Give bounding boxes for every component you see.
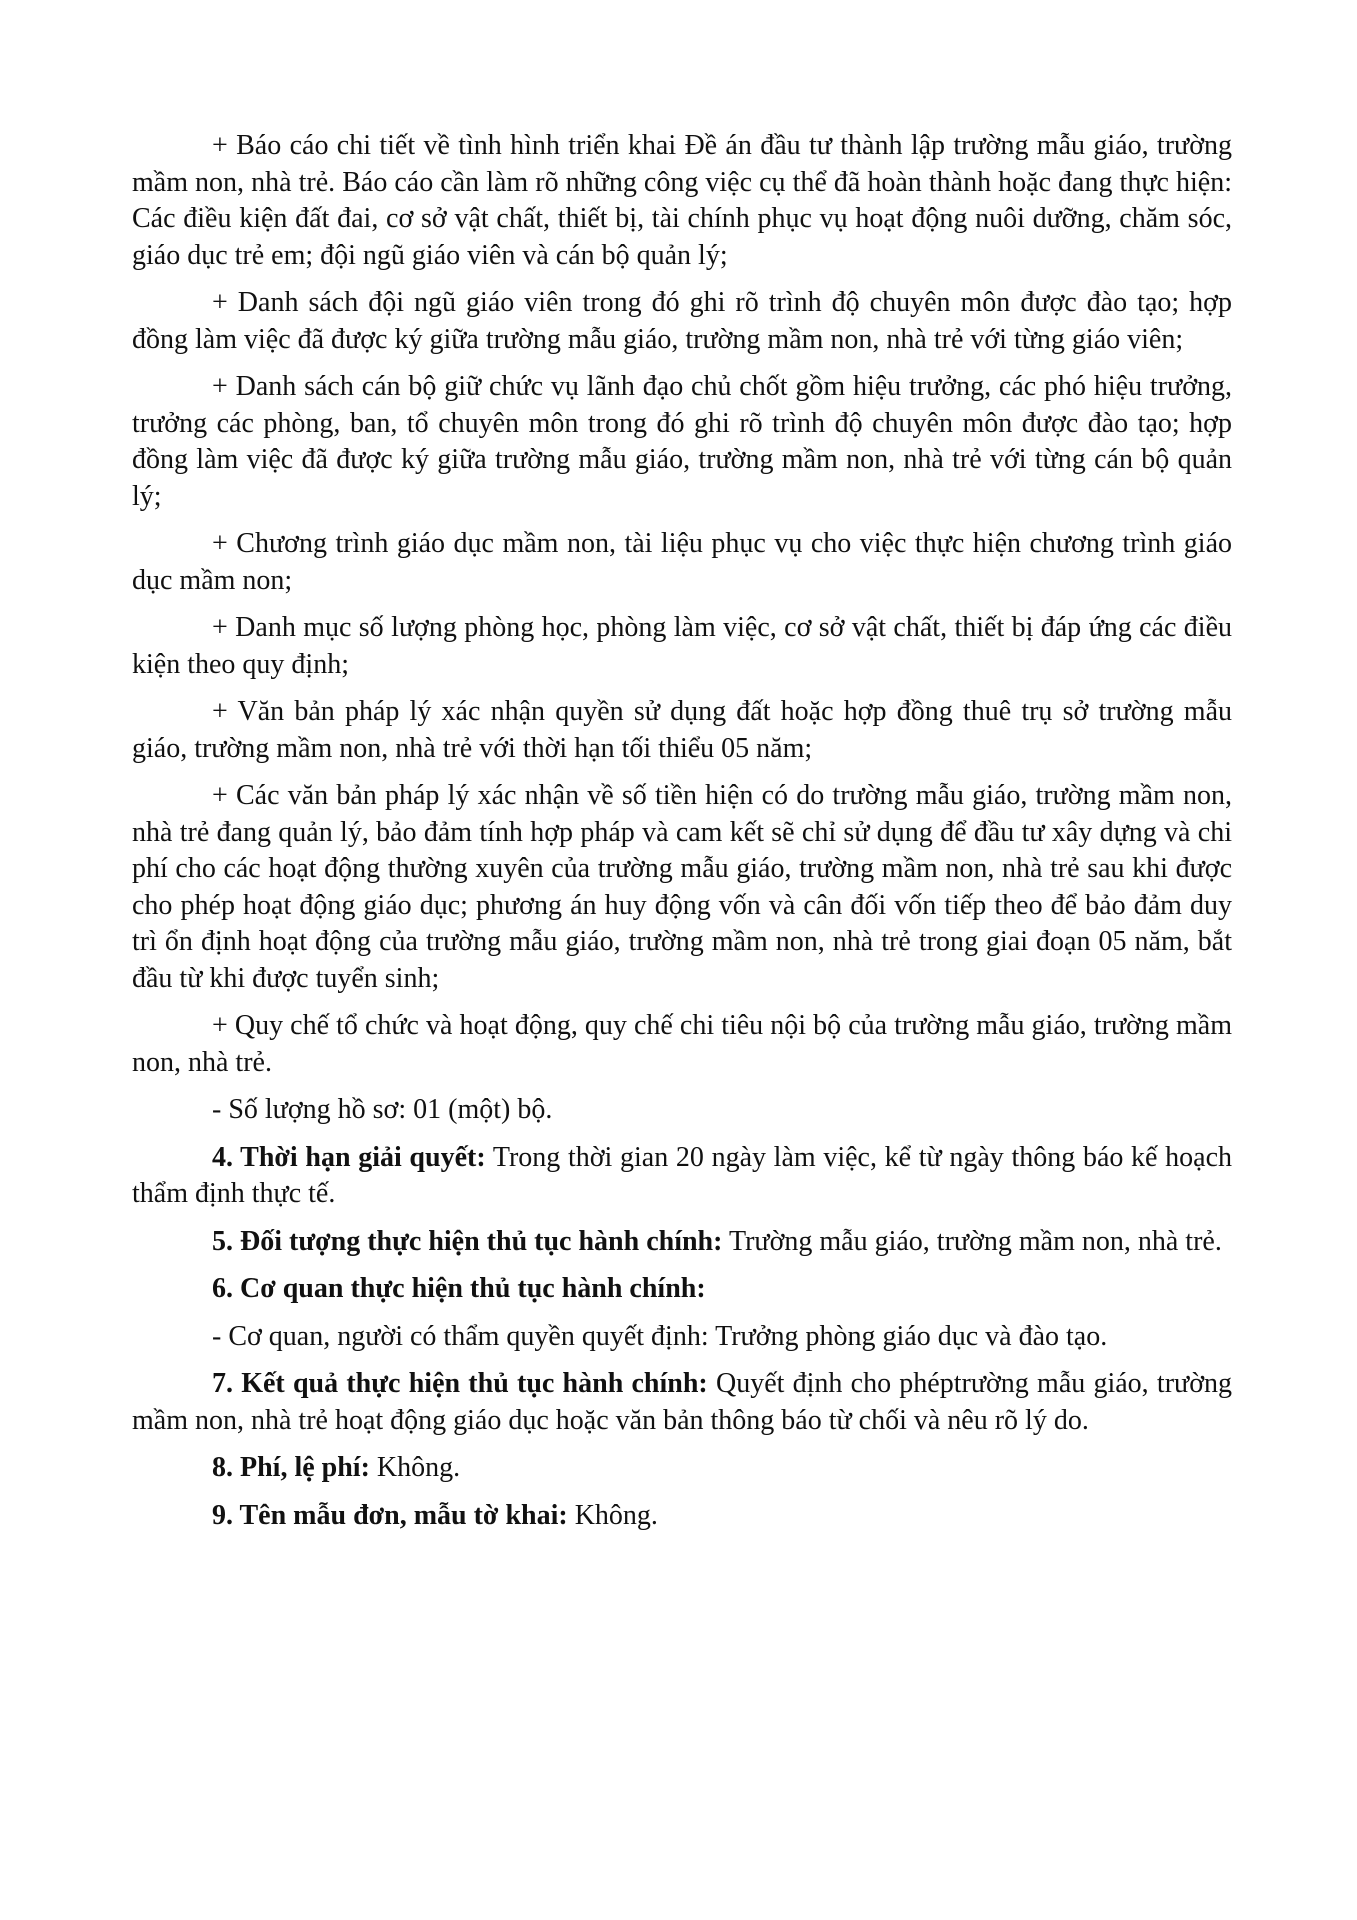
paragraph-text: + Danh sách đội ngũ giáo viên trong đó ghi rõ trình độ chuyên môn được đào tạo; hợp đồng làm việc đã được ký giữa trường mẫu giáo, trường mầm non, nhà trẻ với từng giáo viên; <box>132 287 1232 355</box>
section-heading: 9. Tên mẫu đơn, mẫu tờ khai: <box>212 1499 568 1531</box>
section-heading: 7. Kết quả thực hiện thủ tục hành chính: <box>212 1368 708 1399</box>
paragraph <box>132 526 1232 599</box>
section-9-forms <box>132 1498 1232 1535</box>
paragraph-text: - Số lượng hồ sơ: 01 (một) bộ. <box>212 1094 553 1125</box>
section-text: Không. <box>369 1452 461 1483</box>
paragraph-text: + Chương trình giáo dục mầm non, tài liệu phục vụ cho việc thực hiện chương trình giáo dục mầm non; <box>132 528 1232 596</box>
section-text: Trong thời gian 20 ngày làm việc, kể từ ngày thông báo kế hoạch thẩm định thực tế. <box>132 1141 1233 1209</box>
paragraph <box>132 778 1232 997</box>
section-heading: 4. Thời hạn giải quyết: <box>212 1141 486 1173</box>
paragraph-text: + Báo cáo chi tiết về tình hình triển khai Đề án đầu tư thành lập trường mẫu giáo, trường mầm non, nhà trẻ. Báo cáo cần làm rõ những công việc cụ thể đã hoàn thành hoặc đang thực hiện: Các điều kiện đất đai, cơ sở vật chất, thiết bị, tài chính phục vụ hoạt động nuôi dưỡng, chăm sóc, giáo dục trẻ em; đội ngũ giáo viên và cán bộ quản lý; <box>132 130 1232 271</box>
paragraph <box>132 1008 1232 1081</box>
section-heading: 6. Cơ quan thực hiện thủ tục hành chính: <box>212 1273 706 1304</box>
paragraph <box>132 128 1232 274</box>
section-8-fees <box>132 1450 1232 1487</box>
paragraph <box>132 369 1232 515</box>
section-6-agency <box>132 1271 1232 1308</box>
section-heading: 8. Phí, lệ phí: <box>212 1452 370 1483</box>
paragraph-text: + Các văn bản pháp lý xác nhận về số tiền hiện có do trường mẫu giáo, trường mầm non, nhà trẻ đang quản lý, bảo đảm tính hợp pháp và cam kết sẽ chỉ sử dụng để đầu tư xây dựng và chi phí cho các hoạt động thường xuyên của trường mẫu giáo, trường mầm non, nhà trẻ sau khi được cho phép hoạt động giáo dục; phương án huy động vốn và cân đối vốn tiếp theo để bảo đảm duy trì ổn định hoạt động của trường mẫu giáo, trường mầm non, nhà trẻ trong giai đoạn 05 năm, bắt đầu từ khi được tuyển sinh; <box>132 780 1232 994</box>
section-4-processing-time <box>132 1140 1232 1213</box>
paragraph <box>132 694 1232 767</box>
paragraph <box>132 610 1232 683</box>
section-text: Quyết định cho phéptrường mẫu giáo, trường mầm non, nhà trẻ hoạt động giáo dục hoặc văn bản thông báo từ chối và nêu rõ lý do. <box>132 1368 1232 1436</box>
section-7-result <box>132 1366 1232 1439</box>
paragraph <box>132 1319 1232 1356</box>
section-text: Trường mẫu giáo, trường mầm non, nhà trẻ. <box>722 1225 1222 1257</box>
paragraph-text: + Quy chế tổ chức và hoạt động, quy chế chi tiêu nội bộ của trường mẫu giáo, trường mầm non, nhà trẻ. <box>132 1010 1232 1078</box>
paragraph-text: + Danh mục số lượng phòng học, phòng làm việc, cơ sở vật chất, thiết bị đáp ứng các điều kiện theo quy định; <box>132 612 1232 680</box>
paragraph <box>132 1092 1232 1129</box>
section-heading: 5. Đối tượng thực hiện thủ tục hành chính: <box>212 1225 723 1257</box>
paragraph <box>132 285 1232 358</box>
paragraph-text: - Cơ quan, người có thẩm quyền quyết định: Trưởng phòng giáo dục và đào tạo. <box>212 1320 1108 1352</box>
paragraph-text: + Văn bản pháp lý xác nhận quyền sử dụng đất hoặc hợp đồng thuê trụ sở trường mẫu giáo, trường mầm non, nhà trẻ với thời hạn tối thiểu 05 năm; <box>132 696 1232 764</box>
section-5-applicants <box>132 1224 1232 1261</box>
document-body <box>132 128 1232 1545</box>
paragraph-text: + Danh sách cán bộ giữ chức vụ lãnh đạo chủ chốt gồm hiệu trưởng, các phó hiệu trưởng, trưởng các phòng, ban, tổ chuyên môn trong đó ghi rõ trình độ chuyên môn được đào tạo; hợp đồng làm việc đã được ký giữa trường mẫu giáo, trường mầm non, nhà trẻ với từng cán bộ quản lý; <box>132 371 1232 512</box>
section-text: Không. <box>567 1499 658 1531</box>
